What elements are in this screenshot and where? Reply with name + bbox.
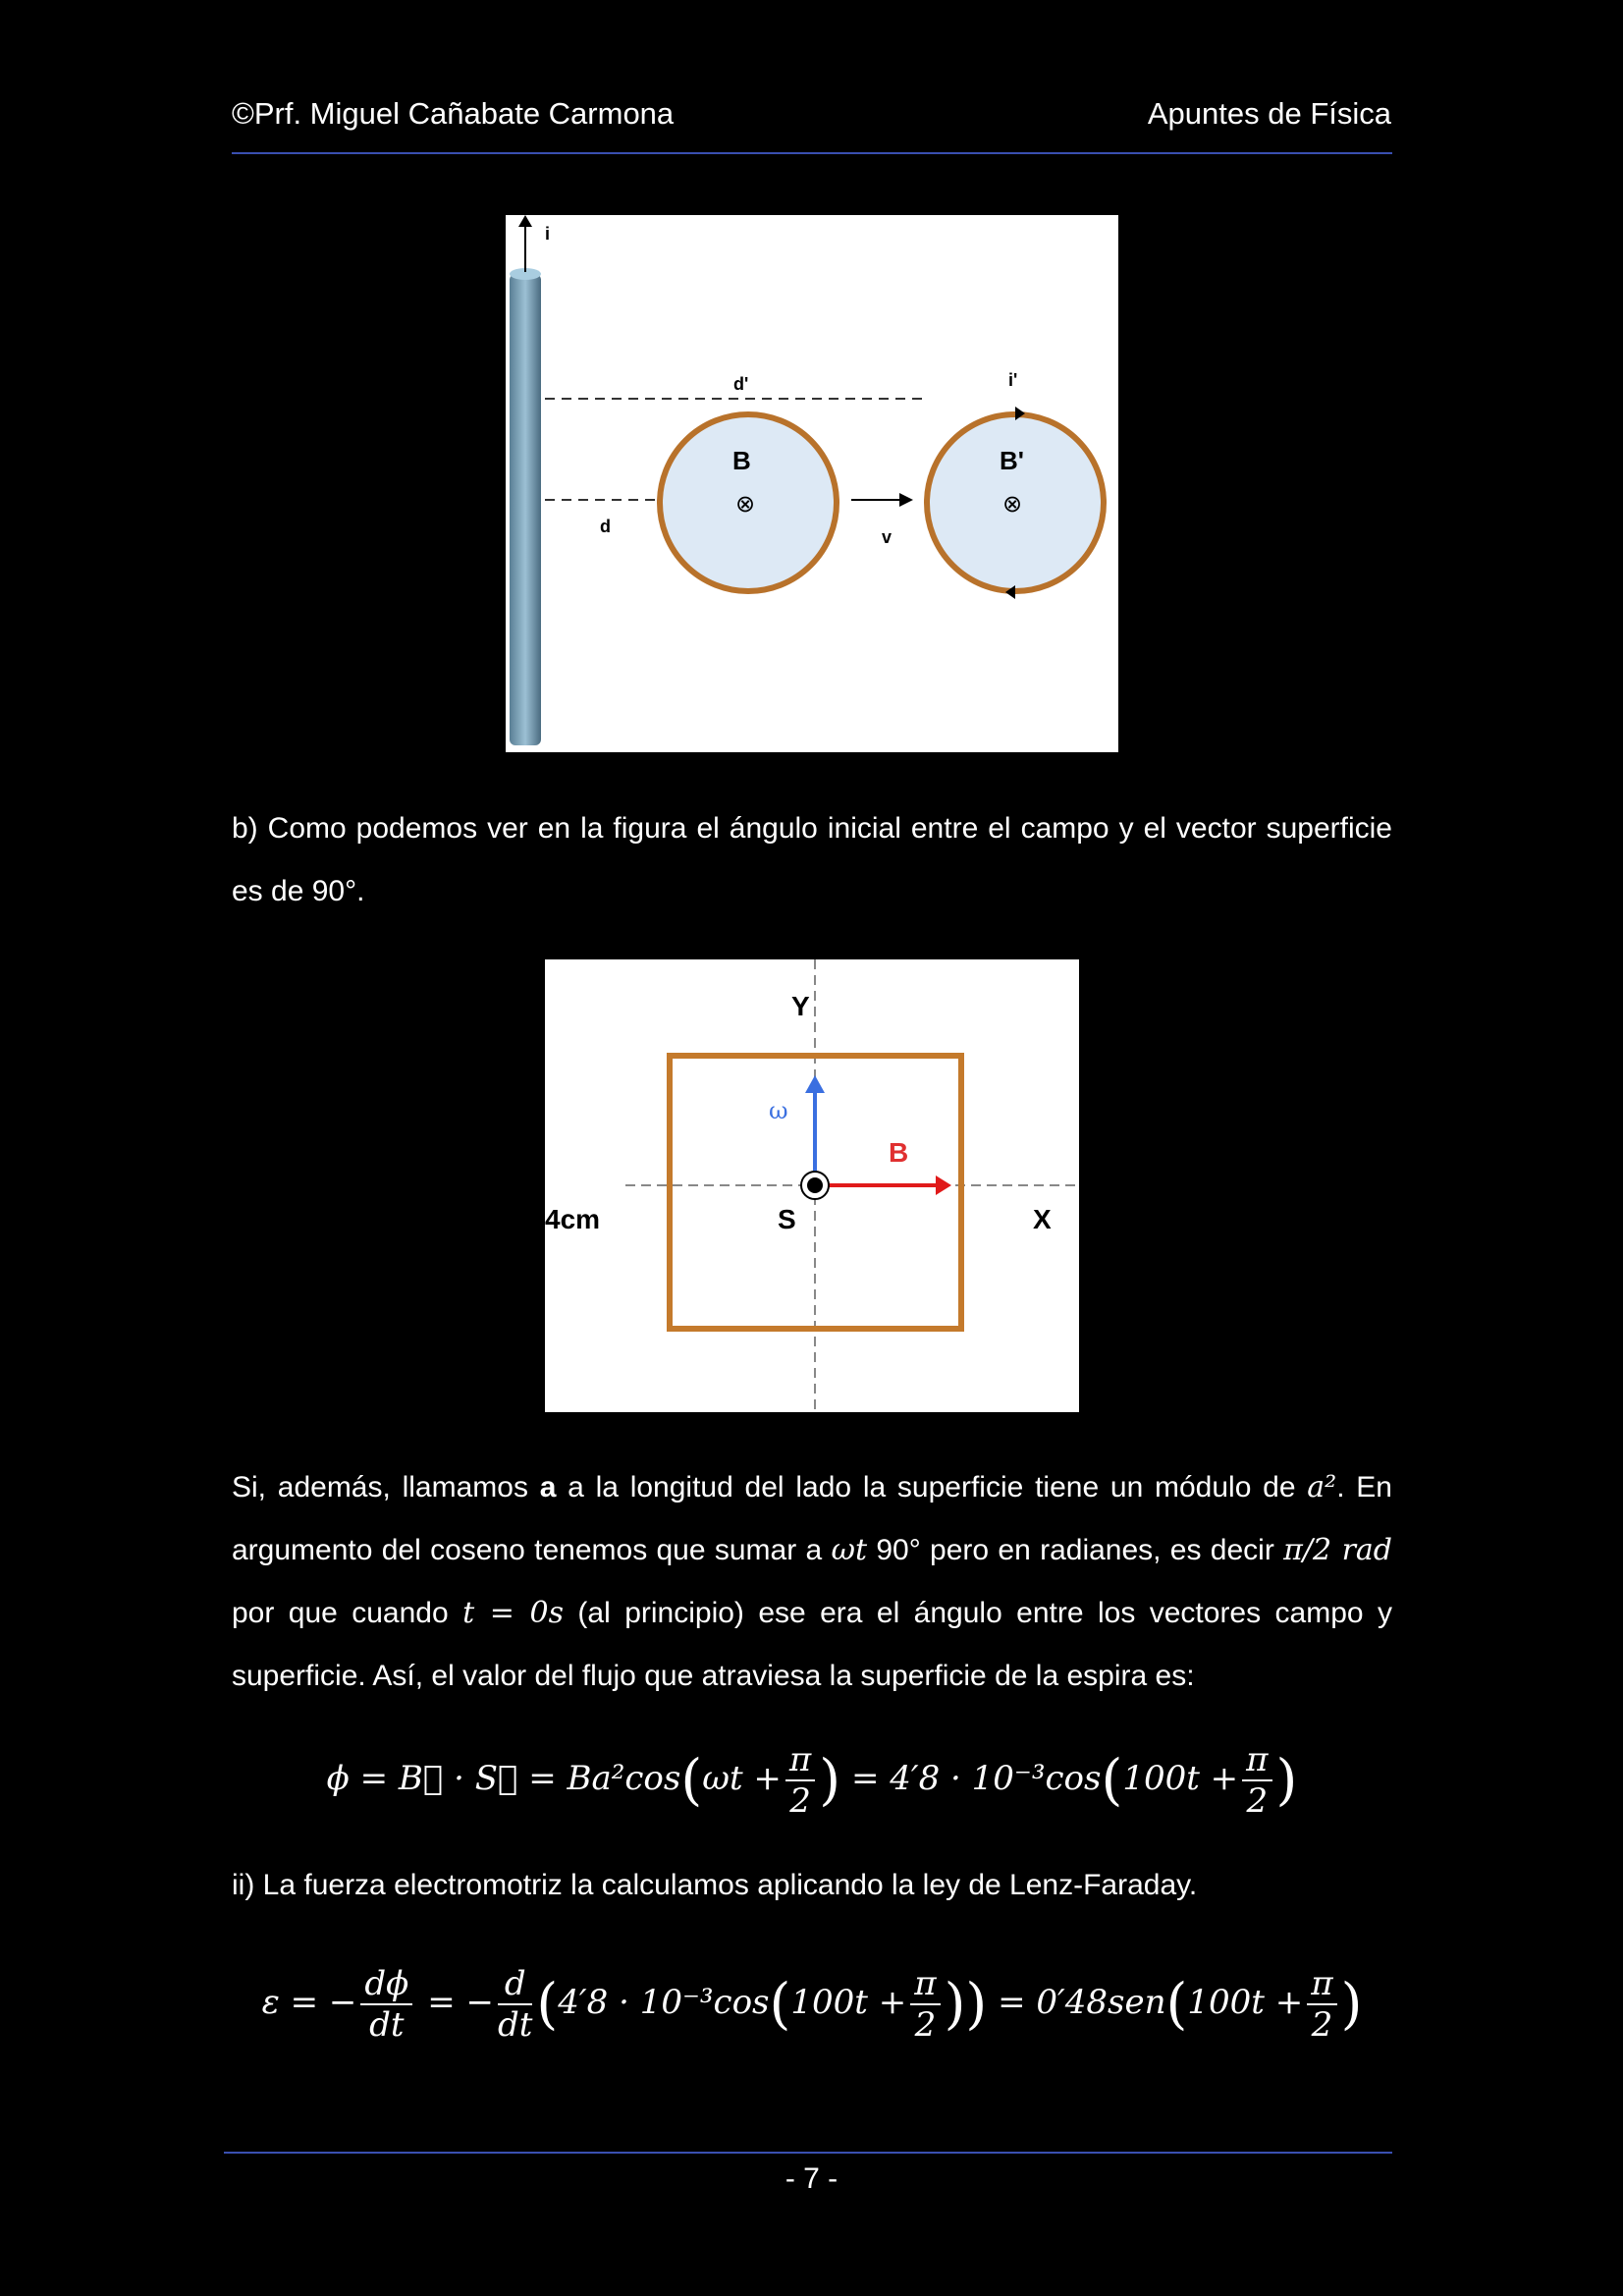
current-label: i xyxy=(545,224,551,244)
omega-label: ω xyxy=(769,1097,788,1124)
y-axis-label: Y xyxy=(791,991,810,1021)
eq2-frac-dphi: $\frac{d\phi}{dt}$ xyxy=(360,1964,412,2045)
dist-far-label: d' xyxy=(733,374,749,394)
para-bold-a: a xyxy=(539,1471,557,1503)
figure-square-loop xyxy=(545,959,1079,1412)
loop-2-field-label: B' xyxy=(1000,446,1024,475)
eq1-arg1: ωt + xyxy=(702,1759,782,1798)
para-text-3: . En argumento del coseno tenemos que sumar a xyxy=(232,1471,1392,1566)
surface-vector-dot xyxy=(807,1177,823,1193)
velocity-label: v xyxy=(882,527,893,547)
eq1-mid: = 4′8 · 10⁻³cos xyxy=(850,1759,1102,1798)
eq2-frac-pi-1: $\frac{\pi}{2}$ xyxy=(910,1964,940,2045)
induced-current-label: i' xyxy=(1008,370,1018,390)
loop-2-into-icon: ⊗ xyxy=(1002,490,1023,518)
omega-arrowhead xyxy=(805,1075,825,1093)
header-rule xyxy=(232,152,1392,154)
field-arrowhead xyxy=(936,1175,951,1195)
para-text-1: Si, además, llamamos xyxy=(232,1471,540,1503)
figure-wire-loops xyxy=(506,215,1118,752)
eq1-arg2: 100t + xyxy=(1122,1759,1239,1798)
eq2-frac-d: $\frac{d}{dt}$ xyxy=(497,1964,533,2045)
eq2-arg: 100t + xyxy=(790,1983,907,2022)
para-pi-half: π/2 rad xyxy=(1283,1533,1392,1567)
wire xyxy=(510,274,541,745)
eq1-frac-1: $\frac{\pi}{2}$ xyxy=(785,1740,815,1821)
flux-equation: ϕ = B⃗ · S⃗ = Ba²cos(ωt + $\frac{\pi}{2}$ ) = 4′8 · 10⁻³cos(100t + $\frac{\pi}{2}$ ) xyxy=(326,1740,1298,1821)
part-ii-text: ii) La fuerza electromotriz la calculamos aplicando la ley de Lenz-Faraday. xyxy=(232,1869,1198,1901)
part-b-line-2: es de 90°. xyxy=(232,875,365,907)
para-text-6: (al principio) ese era el ángulo entre los vectores campo y superficie. Así, el valor del flujo que atraviesa la superficie de la espira es: xyxy=(232,1597,1392,1692)
emf-equation: ε = − $\frac{d\phi}{dt}$ = − $\frac{d}{dt}$ (4′8 · 10⁻³cos(100t + $\frac{\pi}{2}$ )) = 0′48sen(100t + $\frac{\pi}{2}$ ) xyxy=(261,1964,1363,2045)
flux-paragraph xyxy=(232,1456,1392,1708)
para-a-squared: a² xyxy=(1307,1470,1337,1504)
part-b-text xyxy=(232,797,1392,923)
eq2-rhs: = 0′48sen xyxy=(998,1983,1166,2022)
dist-near-label: d xyxy=(600,517,611,536)
eq1-frac-2: $\frac{\pi}{2}$ xyxy=(1242,1740,1271,1821)
header-subject: Apuntes de Física xyxy=(1147,96,1391,131)
para-text-4: 90° pero en radianes, es decir xyxy=(867,1534,1284,1566)
header-author: ©Prf. Miguel Cañabate Carmona xyxy=(232,96,675,131)
current-arrowhead xyxy=(518,215,532,227)
eq2-frac-pi-2: $\frac{\pi}{2}$ xyxy=(1307,1964,1336,2045)
surface-label: S xyxy=(778,1204,796,1234)
figure-square-loop-svg xyxy=(545,959,1079,1412)
eq1-lhs: ϕ = B⃗ · S⃗ = Ba²cos xyxy=(326,1759,681,1798)
velocity-arrowhead xyxy=(899,493,913,507)
figure-wire-loops-svg xyxy=(506,215,1118,752)
loop-1-field-label: B xyxy=(732,446,751,475)
footer-rule xyxy=(224,2152,1392,2154)
page-number: - 7 - xyxy=(784,2162,839,2195)
eq2-coef: 4′8 · 10⁻³cos xyxy=(558,1983,770,2022)
para-t-zero: t = 0s xyxy=(462,1596,565,1630)
x-axis-label: X xyxy=(1033,1204,1052,1234)
para-text-5: por que cuando xyxy=(232,1597,463,1629)
loop-1-into-icon: ⊗ xyxy=(735,490,756,518)
field-label: B xyxy=(889,1137,909,1168)
eq2-eps: ε = − xyxy=(261,1983,357,2022)
eq2-eq-minus: = − xyxy=(427,1983,494,2022)
para-text-2: a la longitud del lado la superficie tiene un módulo de xyxy=(556,1471,1308,1503)
eq2-arg-2: 100t + xyxy=(1187,1983,1304,2022)
part-b-line-1: b) Como podemos ver en la figura el ángulo inicial entre el campo y el vector superficie xyxy=(232,812,1392,845)
side-length-label: 4cm xyxy=(545,1204,601,1234)
para-omega-t: ωt xyxy=(831,1533,868,1567)
